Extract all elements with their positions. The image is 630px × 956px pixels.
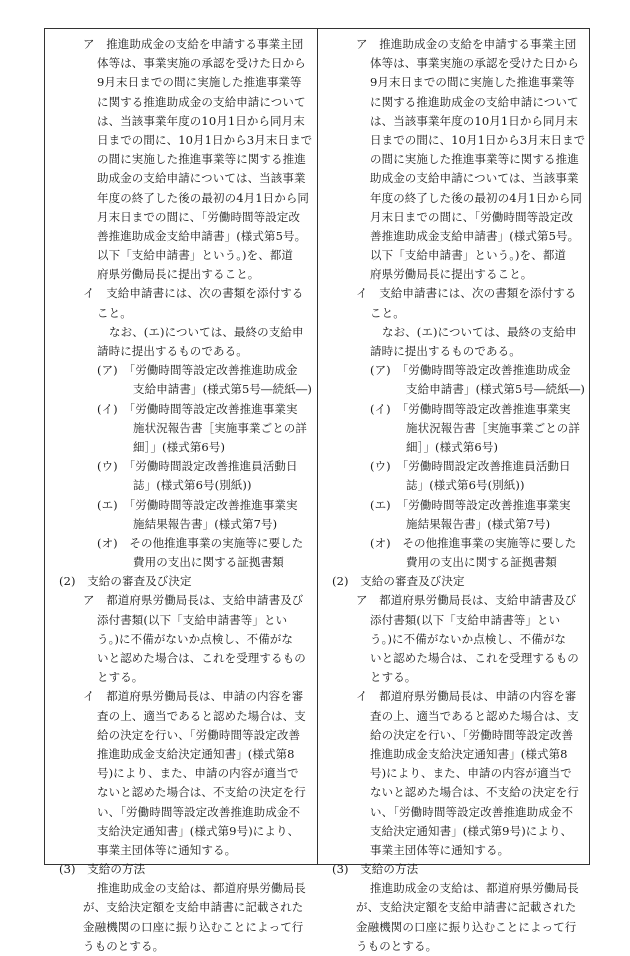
text-line: (オ) その他推進事業の実施等に要した [370, 535, 577, 550]
text-line: 助成金の支給申請については、当該事業 [97, 171, 306, 186]
text-line: ア 推進助成金の支給を申請する事業主団 [356, 37, 577, 51]
text-line: (イ) 「労働時間等設定改善推進事業実 [370, 401, 571, 416]
text-line: 施状況報告書［実施事業ごとの詳 [406, 420, 580, 435]
text-line: 給の決定を行い、「労働時間等設定改善 [97, 727, 301, 742]
text-line: (2) 支給の審査及び決定 [59, 574, 192, 589]
text-line: 査の上、適当であると認めた場合は、支 [370, 708, 579, 723]
text-line: 査の上、適当であると認めた場合は、支 [97, 708, 306, 723]
text-line: 年度の終了した後の最初の4月1日から同 [97, 190, 310, 205]
right-column-text [318, 35, 589, 956]
text-line: 府県労働局長に提出すること。 [370, 267, 533, 282]
text-line: イ 支給申請書には、次の書類を添付する [356, 286, 577, 301]
text-line: とする。 [370, 670, 417, 685]
text-line: うものとする。 [83, 938, 165, 953]
text-line: 細］」(様式第6号) [406, 439, 499, 454]
text-line: 施結果報告書」(様式第7号) [406, 516, 551, 531]
text-line: いと認めた場合は、これを受理するもの [370, 651, 579, 665]
text-line: とする。 [97, 670, 144, 685]
text-line: ないと認めた場合は、不支給の決定を行 [97, 785, 306, 800]
text-line: ないと認めた場合は、不支給の決定を行 [370, 785, 579, 800]
text-line: (エ) 「労働時間等設定改善推進事業実 [370, 497, 571, 512]
text-line: は、当該事業年度の10月1日から同月末 [370, 113, 578, 128]
text-line: うものとする。 [356, 938, 438, 953]
text-line: 添付書類(以下「支給申請書等」とい [370, 612, 561, 627]
text-line: 誌」(様式第6号(別紙)) [406, 478, 525, 493]
text-line: の間に実施した推進事業等に関する推進 [97, 152, 306, 167]
text-line: こと。 [97, 305, 132, 320]
left-column-text [45, 35, 317, 956]
text-line: 号)により、また、申請の内容が適当で [370, 766, 572, 781]
text-line: 推進助成金支給決定通知書」(様式第8 [370, 746, 568, 761]
text-line: 給の決定を行い、「労働時間等設定改善 [370, 727, 574, 742]
text-line: 請時に提出するものである。 [97, 344, 248, 358]
text-line: 府県労働局長に提出すること。 [97, 267, 260, 282]
text-line: 善推進助成金支給申請書」(様式第5号。 [97, 228, 307, 243]
text-line: は、当該事業年度の10月1日から同月末 [97, 113, 305, 128]
text-line: 助成金の支給申請については、当該事業 [370, 171, 579, 186]
text-line: (ア) 「労働時間等設定改善推進助成金 [97, 363, 298, 378]
text-line: が、支給決定額を支給申請書に記載された [83, 900, 304, 915]
text-line: 年度の終了した後の最初の4月1日から同 [370, 190, 583, 205]
text-line: 金融機関の口座に振り込むことによって行 [83, 919, 304, 934]
text-line: いと認めた場合は、これを受理するもの [97, 651, 306, 665]
text-line: 支給決定通知書」(様式第9号)により、 [97, 823, 300, 838]
text-line: 日までの間に、10月1日から3月末日まで [97, 132, 313, 147]
text-line: イ 都道府県労働局長は、申請の内容を審 [83, 689, 304, 704]
text-line: こと。 [370, 305, 405, 320]
text-line: 推進助成金の支給は、都道府県労働局長 [370, 881, 579, 896]
text-line: 施状況報告書［実施事業ごとの詳 [133, 420, 307, 435]
text-line: う。)に不備がないか点検し、不備がな [370, 631, 567, 646]
text-line: 費用の支出に関する証拠書類 [133, 555, 284, 570]
text-line: 誌」(様式第6号(別紙)) [133, 478, 252, 493]
text-line: (ウ) 「労働時間設定改善推進員活動日 [97, 459, 298, 474]
text-line: ア 都道府県労働局長は、支給申請書及び [356, 593, 577, 608]
text-line: (エ) 「労働時間等設定改善推進事業実 [97, 497, 298, 512]
comparison-table [44, 28, 590, 953]
text-line: 事業主団体等に通知する。 [370, 842, 510, 857]
text-line: 金融機関の口座に振り込むことによって行 [356, 919, 577, 934]
text-line: 支給決定通知書」(様式第9号)により、 [370, 823, 573, 838]
text-line: (ア) 「労働時間等設定改善推進助成金 [370, 363, 571, 378]
text-line: 以下「支給申請書」という。)を、都道 [370, 248, 567, 263]
text-line: 善推進助成金支給申請書」(様式第5号。 [370, 228, 580, 243]
text-line: 月末日までの間に、「労働時間等設定改 [370, 209, 574, 224]
text-line: イ 支給申請書には、次の書類を添付する [83, 286, 304, 301]
text-line: 9月末日までの間に実施した推進事業等 [370, 75, 575, 90]
text-line: なお、(エ)については、最終の支給申 [382, 324, 577, 339]
text-line: (オ) その他推進事業の実施等に要した [97, 535, 304, 550]
text-line: 添付書類(以下「支給申請書等」とい [97, 612, 288, 627]
text-line: 推進助成金支給決定通知書」(様式第8 [97, 746, 295, 761]
text-line: 推進助成金の支給は、都道府県労働局長 [97, 881, 306, 896]
text-line: 体等は、事業実施の承認を受けた日から [370, 56, 579, 71]
right-column [317, 29, 589, 953]
text-line: 号)により、また、申請の内容が適当で [97, 766, 299, 781]
text-line: なお、(エ)については、最終の支給申 [109, 324, 304, 339]
text-line: 以下「支給申請書」という。)を、都道 [97, 248, 294, 263]
text-line: (3) 支給の方法 [332, 862, 419, 877]
text-line: 事業主団体等に通知する。 [97, 842, 237, 857]
text-line: に関する推進助成金の支給申請について [370, 94, 579, 109]
text-line: 体等は、事業実施の承認を受けた日から [97, 56, 306, 71]
text-line: に関する推進助成金の支給申請について [97, 94, 306, 109]
text-line: い、「労働時間等設定改善推進助成金不 [97, 804, 301, 819]
text-line: (イ) 「労働時間等設定改善推進事業実 [97, 401, 298, 416]
text-line: う。)に不備がないか点検し、不備がな [97, 631, 294, 646]
text-line: 費用の支出に関する証拠書類 [406, 555, 557, 570]
left-column [45, 29, 317, 953]
text-line: (2) 支給の審査及び決定 [332, 574, 465, 589]
text-line: 細］」(様式第6号) [133, 439, 226, 454]
text-line: (3) 支給の方法 [59, 862, 146, 877]
text-line: 施結果報告書」(様式第7号) [133, 516, 278, 531]
text-line: が、支給決定額を支給申請書に記載された [356, 900, 577, 915]
text-line: い、「労働時間等設定改善推進助成金不 [370, 804, 574, 819]
text-line: イ 都道府県労働局長は、申請の内容を審 [356, 689, 577, 704]
text-line: 日までの間に、10月1日から3月末日まで [370, 132, 586, 147]
text-line: の間に実施した推進事業等に関する推進 [370, 152, 579, 167]
text-line: 請時に提出するものである。 [370, 344, 521, 358]
text-line: 支給申請書」(様式第5号―続紙―) [133, 382, 312, 397]
text-line: 9月末日までの間に実施した推進事業等 [97, 75, 302, 90]
text-line: ア 都道府県労働局長は、支給申請書及び [83, 593, 304, 608]
text-line: (ウ) 「労働時間設定改善推進員活動日 [370, 459, 571, 474]
text-line: ア 推進助成金の支給を申請する事業主団 [83, 37, 304, 51]
text-line: 月末日までの間に、「労働時間等設定改 [97, 209, 301, 224]
text-line: 支給申請書」(様式第5号―続紙―) [406, 382, 585, 397]
